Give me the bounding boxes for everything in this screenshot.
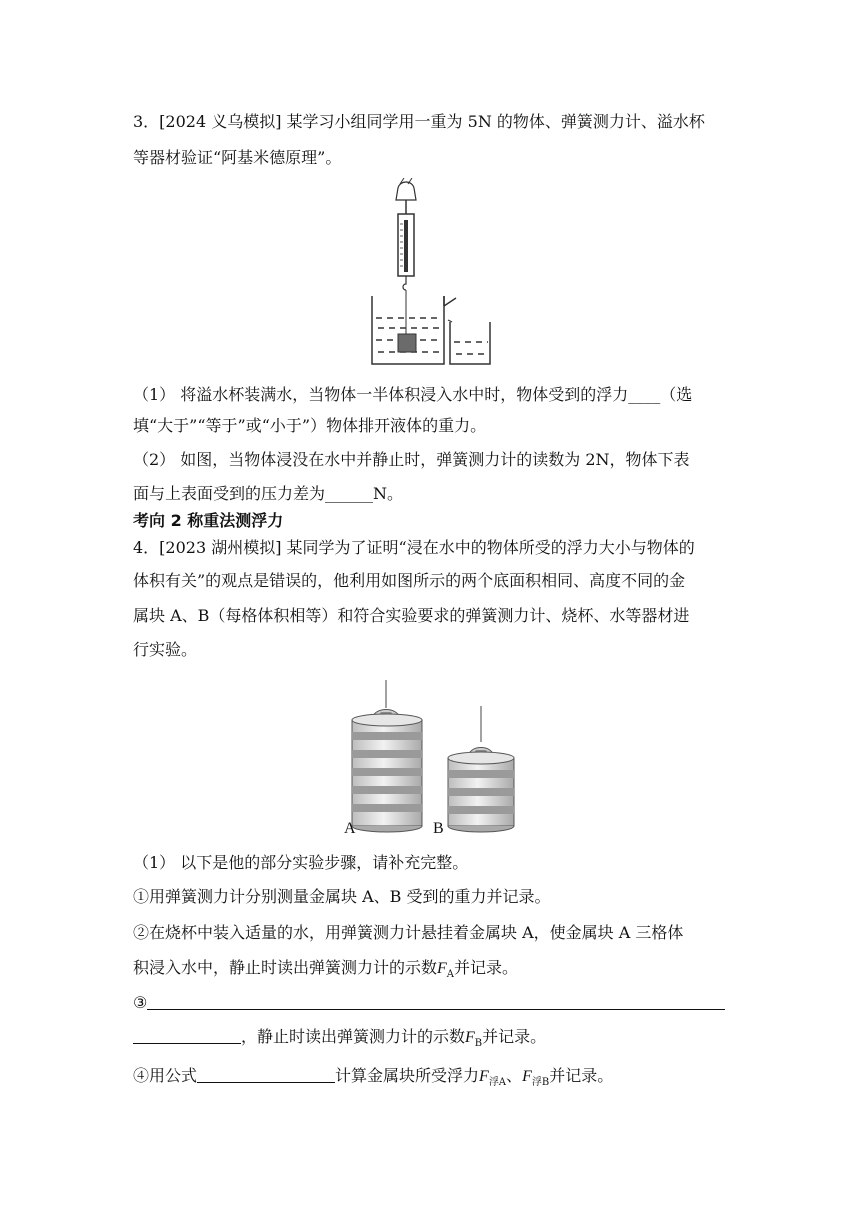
q4-step3-line2 (133, 1025, 546, 1056)
q4-part1: （1） 以下是他的部分实验步骤，请补充完整。 (133, 853, 469, 872)
q4-step2-line1: ②在烧杯中装入适量的水，用弹簧测力计悬挂着金属块 A，使金属块 A 三格体 (133, 923, 684, 942)
q3-part1-line1: （1） 将溢水杯装满水，当物体一半体积浸入水中时，物体受到的浮力____（选 (133, 385, 693, 404)
q4-step2-line2 (133, 956, 518, 987)
step3-blank-continued[interactable] (133, 1025, 241, 1044)
force-symbol: F (437, 960, 447, 977)
q3-part2-line2: 面与上表面受到的压力差为______N。 (133, 484, 404, 503)
q4-stem-line1: 4．[2023 湖州模拟] 某同学为了证明“浸在水中的物体所受的浮力大小与物体的 (133, 538, 695, 557)
step2-end: 并记录。 (454, 958, 519, 977)
separator: 、 (506, 1066, 523, 1085)
label-b: B (433, 820, 444, 837)
step4-text-2: 计算金属块所受浮力 (335, 1066, 480, 1085)
step3-end: 并记录。 (482, 1027, 547, 1046)
block-b-layers (448, 752, 514, 832)
q4-step4 (133, 1064, 613, 1095)
step3-text: ，静止时读出弹簧测力计的示数 (241, 1027, 466, 1046)
formula-blank[interactable] (197, 1064, 335, 1083)
label-a: A (344, 820, 356, 837)
step3-blank-line[interactable] (147, 991, 725, 1010)
q3-stem-line1: 3．[2024 义乌模拟] 某学习小组同学用一重为 5N 的物体、弹簧测力计、溢水杯 (133, 112, 705, 131)
subscript-buoyant-b: 浮B (531, 1077, 550, 1089)
subscript-buoyant-a: 浮A (488, 1077, 507, 1089)
force-symbol: F (465, 1029, 475, 1046)
q4-stem-line3: 属块 A、B（每格体积相等）和符合实验要求的弹簧测力计、烧杯、水等器材进 (133, 606, 690, 625)
q3-part2-line1: （2） 如图，当物体浸没在水中并静止时，弹簧测力计的读数为 2N，物体下表 (133, 450, 690, 469)
subscript-a: A (446, 969, 455, 981)
force-symbol: F (522, 1068, 532, 1085)
q3-stem-line2: 等器材验证“阿基米德原理”。 (133, 148, 342, 167)
q4-stem-line2: 体积有关”的观点是错误的，他利用如图所示的两个底面积相同、高度不同的金 (133, 571, 686, 590)
q3-figure-spring-balance-overflow-cup (360, 178, 510, 368)
q4-figure-metal-blocks (340, 676, 530, 840)
block-a-layers (352, 714, 422, 832)
step4-text: ④用公式 (133, 1066, 198, 1085)
section-heading: 考向 2 称重法测浮力 (133, 511, 284, 530)
q4-stem-line4: 行实验。 (133, 640, 198, 659)
q3-part1-line2: 填“大于”“等于”或“小于”）物体排开液体的重力。 (133, 416, 487, 435)
step3-number: ③ (133, 993, 148, 1012)
step2-text: 积浸入水中，静止时读出弹簧测力计的示数 (133, 958, 438, 977)
subscript-b: B (474, 1038, 483, 1050)
force-symbol: F (479, 1068, 489, 1085)
step4-end: 并记录。 (549, 1066, 614, 1085)
q4-step3-line1 (133, 991, 725, 1015)
q4-step1: ①用弹簧测力计分别测量金属块 A、B 受到的重力并记录。 (133, 887, 551, 906)
